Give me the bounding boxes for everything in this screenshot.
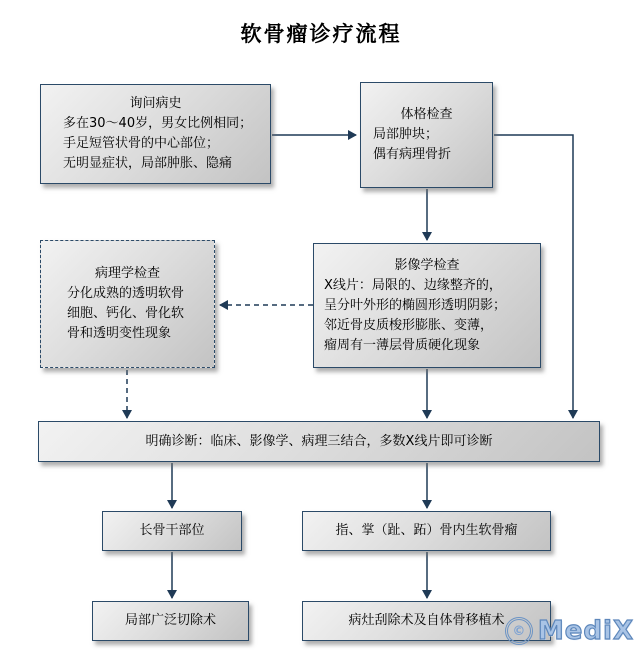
node-wide-local-excision: [92, 601, 249, 641]
node-ask-history: [40, 84, 271, 184]
node-text-line: 呈分叶外形的椭圆形透明阴影；: [324, 297, 507, 313]
node-pathology-exam: [40, 240, 215, 368]
node-title: 影像学检查: [394, 257, 460, 273]
node-title: 病理学检查: [94, 266, 160, 281]
node-imaging-exam: [313, 243, 541, 368]
node-long-bone-site: [102, 511, 242, 551]
node-label: 局部广泛切除术: [124, 613, 216, 628]
node-text-line: 偶有病理骨折: [373, 147, 452, 162]
node-label: 病灶刮除术及自体骨移植术: [348, 613, 505, 628]
node-short-bone-enchondroma: [302, 511, 551, 551]
node-text-line: 多在30～40岁，男女比例相同；: [63, 116, 253, 131]
node-label: 明确诊断：临床、影像学、病理三结合，多数X线片即可诊断: [145, 433, 493, 449]
node-label: 指、掌（趾、跖）骨内生软骨瘤: [335, 523, 518, 538]
copyright-icon: ©: [505, 617, 533, 645]
node-text-line: 手足短管状骨的中心部位；: [63, 136, 220, 151]
medix-watermark: [505, 616, 634, 646]
page-title: 软骨瘤诊疗流程: [240, 22, 402, 46]
node-text-line: 细胞、钙化、骨化软: [67, 306, 185, 321]
node-text-line: 瘤周有一薄层骨质硬化现象: [324, 337, 481, 353]
node-text-line: X线片：局限的、边缘整齐的，: [324, 277, 502, 293]
node-physical-exam: [360, 82, 493, 188]
node-title: 询问病史: [129, 96, 182, 111]
node-text-line: 局部肿块；: [373, 127, 439, 142]
watermark-brand: MediX: [537, 616, 634, 646]
node-title: 体格检查: [400, 107, 453, 122]
node-confirm-diagnosis: [38, 421, 600, 462]
node-label: 长骨干部位: [139, 523, 205, 538]
node-text-line: 骨和透明变性现象: [67, 326, 172, 341]
node-text-line: 分化成熟的透明软骨: [67, 286, 185, 301]
node-text-line: 邻近骨皮质梭形膨胀、变薄，: [324, 317, 494, 333]
node-text-line: 无明显症状，局部肿胀、隐痛: [63, 156, 233, 171]
